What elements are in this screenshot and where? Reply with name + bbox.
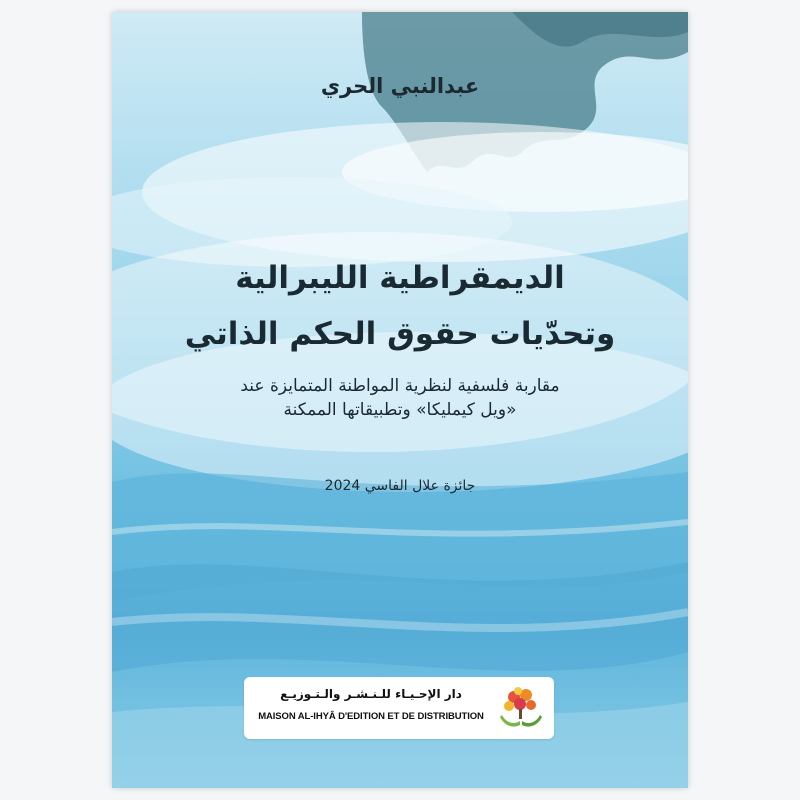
publisher-name-french: MAISON AL-IHYÂ D'EDITION ET DE DISTRIBUTION xyxy=(258,711,484,722)
subtitle-line-2: «ويل كيمليكا» وتطبيقاتها الممكنة xyxy=(283,400,517,420)
award-label: جائزة علال الفاسي 2024 xyxy=(324,478,476,494)
publisher-badge xyxy=(244,677,554,739)
title-line-1: الديمقراطية الليبرالية xyxy=(235,260,565,296)
book-title xyxy=(132,250,668,362)
tree-hands-icon xyxy=(496,685,546,731)
book-subtitle xyxy=(142,374,658,422)
book-cover xyxy=(112,12,688,788)
publisher-name-arabic: دار الإحـيـاء للـنـشـر والـتـوزيـع xyxy=(280,687,462,701)
title-line-2: وتحدّيات حقوق الحكم الذاتي xyxy=(184,316,616,352)
author-name: عبدالنبي الحري xyxy=(320,74,480,98)
subtitle-line-1: مقاربة فلسفية لنظرية المواطنة المتمايزة عند xyxy=(240,376,560,396)
